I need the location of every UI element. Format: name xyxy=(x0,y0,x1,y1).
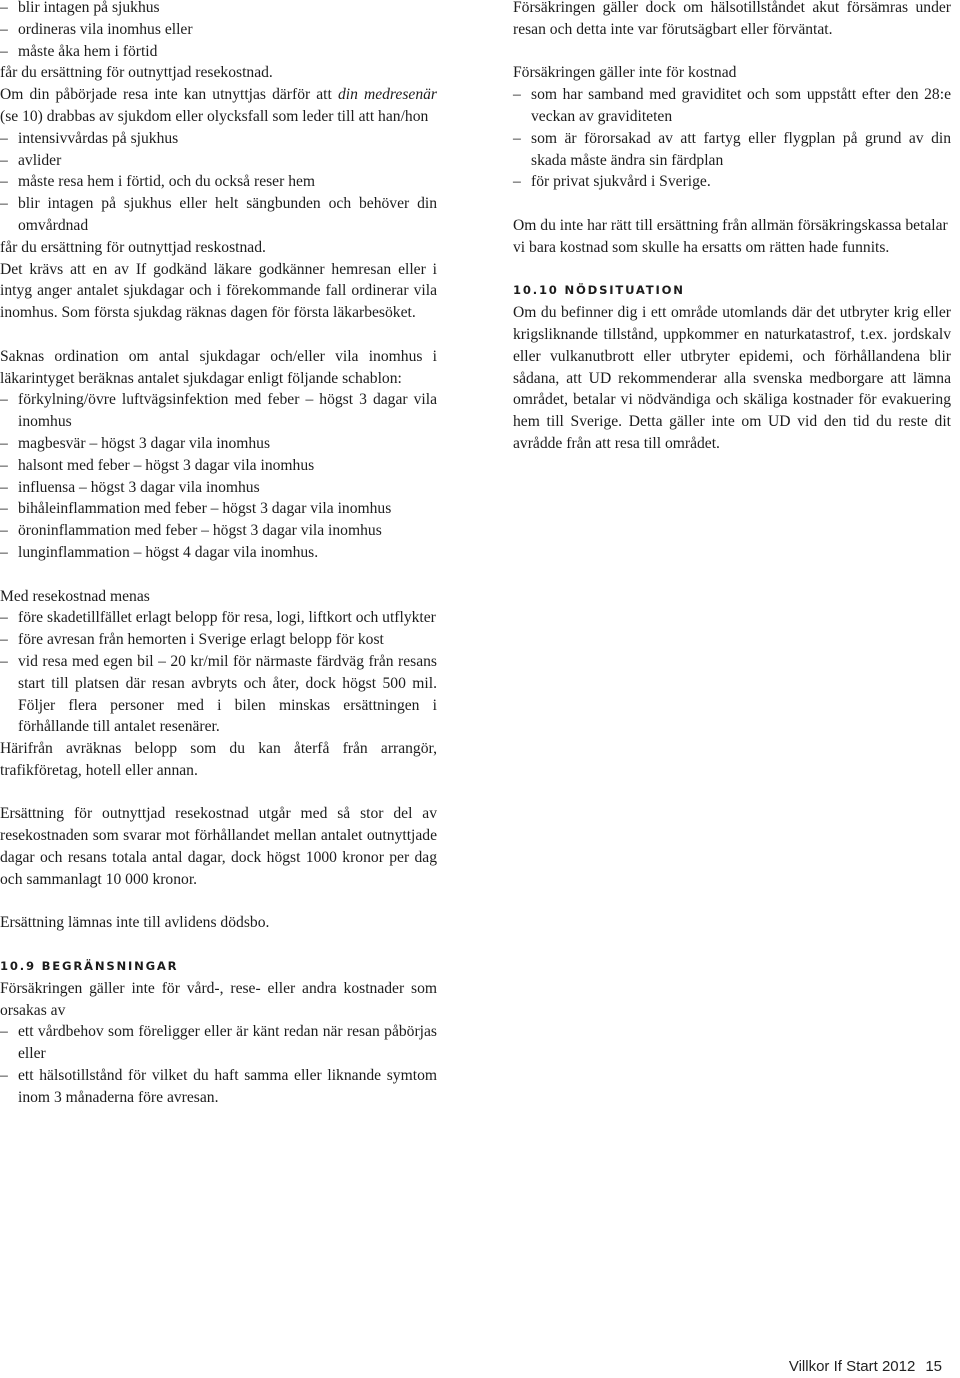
travel-cost-list xyxy=(0,607,437,738)
list-item: – förkylning/övre luftvägsinfektion med feber – högst 3 dagar vila inomhus xyxy=(0,389,437,433)
list-item: – före skadetillfället erlagt belopp för resa, logi, liftkort och utflykter xyxy=(0,607,437,629)
list-item: – för privat sjukvård i Sverige. xyxy=(513,171,951,193)
compensation-paragraph: Ersättning för outnyttjad resekostnad utgår med så stor del av resekostnaden som svarar mot förhållandet mellan antalet outnyttjade dagar och resans totala antal dagar, dock högst 1000 kronor per dag och sammanlagt 10 000 kronor. xyxy=(0,805,437,888)
list-item: – blir intagen på sjukhus xyxy=(0,0,437,19)
acute-paragraph: Försäkringen gäller dock om hälsotillståndet akut försämras under resan och detta inte var förutsägbart eller förväntat. xyxy=(513,0,951,38)
estate-paragraph: Ersättning lämnas inte till avlidens dödsbo. xyxy=(0,914,270,932)
list-item: – blir intagen på sjukhus eller helt sängbunden och behöver din omvårdnad xyxy=(0,193,437,237)
doctor-approval-paragraph: Det krävs att en av If godkänd läkare godkänner hemresan eller i intyg anger antalet sjukdagar och i förekommande fall ordinerar vila inomhus. Som första sjukdag räknas dagen för första läkarbesöket. xyxy=(0,260,437,322)
page-footer xyxy=(789,1356,942,1378)
list-item: – influensa – högst 3 dagar vila inomhus xyxy=(0,477,437,499)
list-item: – före avresan från hemorten i Sverige erlagt belopp för kost xyxy=(0,629,437,651)
schedule-list xyxy=(0,389,437,563)
list-item: – bihåleinflammation med feber – högst 3 dagar vila inomhus xyxy=(0,498,437,520)
limitations-list xyxy=(0,1021,437,1108)
section-heading-nodsituation: 10.10 NÖDSITUATION xyxy=(513,283,685,298)
schedule-paragraph: Saknas ordination om antal sjukdagar och/eller vila inomhus i läkarintyget beräknas antalet sjukdagar enligt följande schablon: xyxy=(0,347,437,387)
limitations-paragraph: Försäkringen gäller inte för vård-, rese- eller andra kostnader som orsakas av xyxy=(0,979,437,1019)
right-column xyxy=(513,0,951,455)
page-number: 15 xyxy=(925,1358,942,1375)
deduction-paragraph: Härifrån avräknas belopp som du kan återfå från arrangör, trafikföretag, hotell eller annan. xyxy=(0,740,437,779)
medresenar-result: får du ersättning för outnyttjad reskostnad. xyxy=(0,238,266,256)
exclusion-list xyxy=(513,84,951,193)
list-item: – avlider xyxy=(0,150,437,172)
list-item: – vid resa med egen bil – 20 kr/mil för närmaste färdväg från resans start till platsen där resan avbryts och åter, dock högst 500 mil. Följer flera personer med i bilen minskas ersättningen i förhållande till antalet resenärer. xyxy=(0,651,437,738)
emergency-paragraph: Om du befinner dig i ett område utomlands där det utbryter krig eller krigsliknande tillstånd, uppkommer en naturkatastrof, t.ex. jordskalv eller vulkanutbrott eller utbryter epidemi, och förhållandena blir sådana, att UD rekommenderar alla svenska medborgare att lämna området, betalar vi nödvändiga och skäliga kostnader för evakuering hem till Sverige. Detta gäller inte om UD vid den tid du reste dit avrådde från att resa till området. xyxy=(513,304,951,452)
list-item: – ett hälsotillstånd för vilket du haft samma eller liknande symtom inom 3 månaderna före avresan. xyxy=(0,1065,437,1109)
list-item: – ett vårdbehov som föreligger eller är känt redan när resan påbörjas eller xyxy=(0,1021,437,1065)
section-heading-begransningar: 10.9 BEGRÄNSNINGAR xyxy=(0,959,179,974)
list-item: – som har samband med graviditet och som uppstått efter den 28:e veckan av graviditeten xyxy=(513,84,951,128)
list-item: – öroninflammation med feber – högst 3 dagar vila inomhus xyxy=(0,520,437,542)
list-item: – intensivvårdas på sjukhus xyxy=(0,128,437,150)
list-item: – måste åka hem i förtid xyxy=(0,41,437,63)
list-item: – magbesvär – högst 3 dagar vila inomhus xyxy=(0,433,437,455)
list-item: – lunginflammation – högst 4 dagar vila inomhus. xyxy=(0,542,437,564)
medresenar-paragraph: Om din påbörjade resa inte kan utnyttjas därför att din medresenär (se 10) drabbas av sjukdom eller olycksfall som leder till att han/hon xyxy=(0,86,437,125)
left-column xyxy=(0,0,437,1109)
footer-title: Villkor If Start 2012 xyxy=(788,1358,916,1375)
list-item: – som är förorsakad av att fartyg eller flygplan på grund av din skada måste ändra sin färdplan xyxy=(513,128,951,172)
travel-cost-intro: Med resekostnad menas xyxy=(0,587,150,605)
intro-result: får du ersättning för outnyttjad resekostnad. xyxy=(0,64,273,82)
list-item: – halsont med feber – högst 3 dagar vila inomhus xyxy=(0,455,437,477)
social-insurance-paragraph: Om du inte har rätt till ersättning från allmän försäkringskassa betalar vi bara kostnad som skulle ha ersatts om rätten hade funnits. xyxy=(513,216,948,256)
list-item: – ordineras vila inomhus eller xyxy=(0,19,437,41)
intro-list xyxy=(0,0,437,62)
list-item: – måste resa hem i förtid, och du också reser hem xyxy=(0,171,437,193)
exclusion-intro: Försäkringen gäller inte för kostnad xyxy=(513,64,737,82)
medresenar-term: din medresenär xyxy=(337,86,437,104)
medresenar-list xyxy=(0,128,437,237)
